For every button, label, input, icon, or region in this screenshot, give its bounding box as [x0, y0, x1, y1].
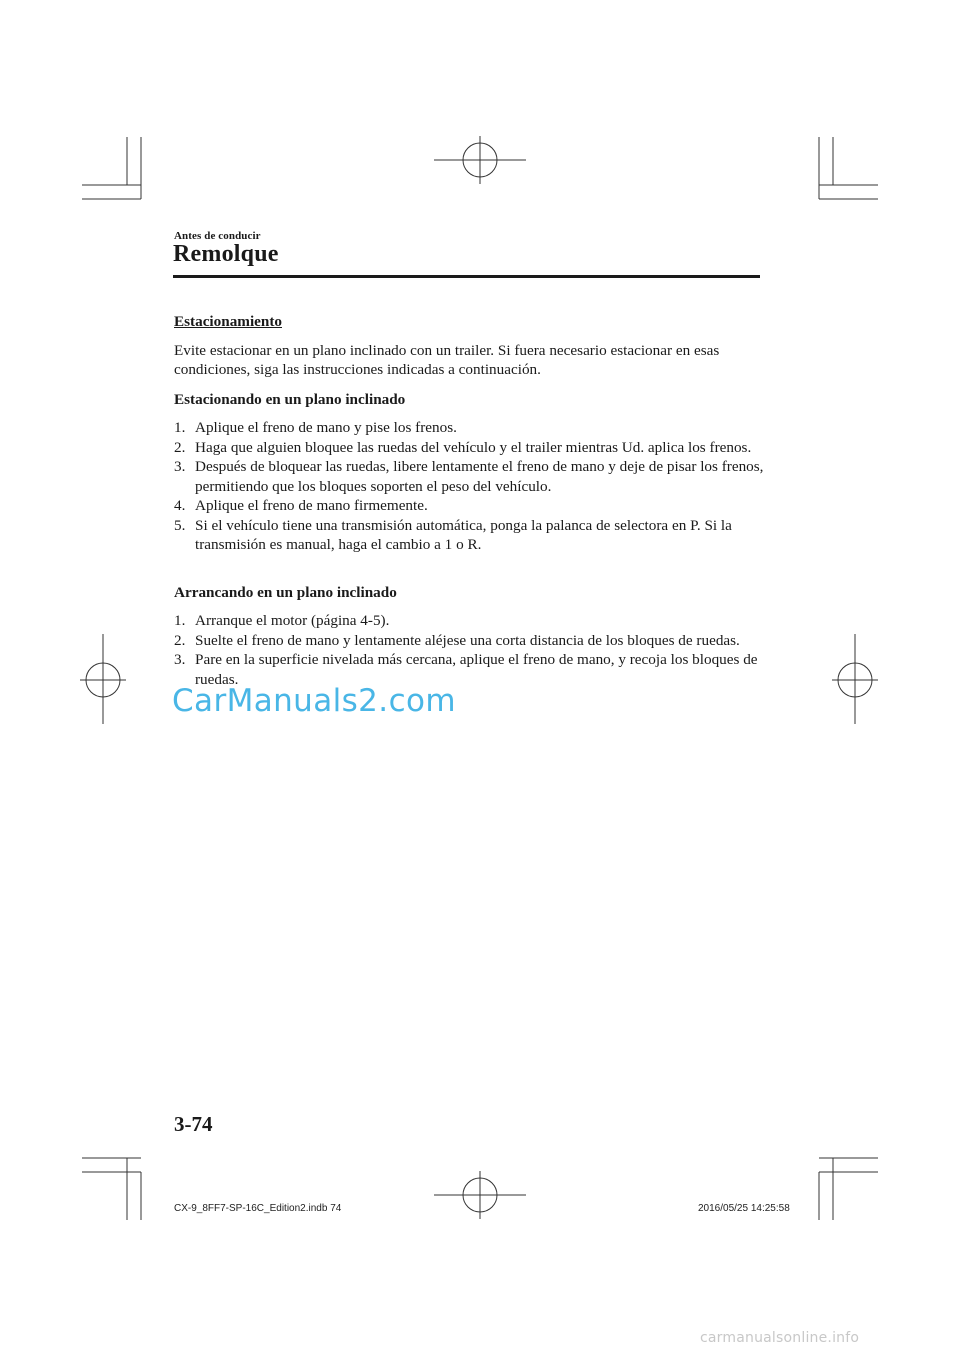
step-text: Suelte el freno de mano y lentamente aléjese una corta distancia de los bloques de ruedas. — [195, 631, 740, 649]
step-number: 1. — [174, 419, 186, 436]
parking-heading: Estacionando en un plano inclinado — [174, 390, 406, 408]
parking-steps-list — [174, 418, 764, 555]
list-item — [174, 611, 764, 631]
step-text: Si el vehículo tiene una transmisión automática, ponga la palanca de selectora en P. Si la transmisión es manual, haga el cambio a 1 o R. — [195, 516, 732, 553]
step-text: Aplique el freno de mano firmemente. — [195, 497, 428, 514]
step-number: 3. — [174, 458, 186, 475]
section-spacer — [174, 555, 764, 583]
print-timestamp: 2016/05/25 14:25:58 — [698, 1203, 790, 1214]
site-watermark-link[interactable]: carmanualsonline.info — [700, 1330, 860, 1346]
starting-steps-list — [174, 611, 764, 689]
step-text: Aplique el freno de mano y pise los frenos. — [195, 419, 457, 436]
step-number: 2. — [174, 631, 186, 649]
step-number: 1. — [174, 612, 186, 629]
registration-target-icon — [434, 136, 526, 184]
watermark-link[interactable]: CarManuals2.com — [172, 683, 456, 719]
list-item — [174, 457, 764, 496]
step-number: 5. — [174, 516, 186, 534]
print-file-name: CX-9_8FF7-SP-16C_Edition2.indb 74 — [174, 1203, 342, 1214]
title-divider — [173, 275, 760, 278]
list-item — [174, 418, 764, 438]
registration-target-icon — [434, 1171, 526, 1219]
step-text: Arranque el motor (página 4-5). — [195, 612, 390, 629]
list-item — [174, 631, 764, 651]
step-number: 3. — [174, 651, 186, 668]
starting-heading: Arrancando en un plano inclinado — [174, 583, 397, 601]
registration-target-icon — [832, 634, 878, 724]
list-item — [174, 438, 764, 458]
main-content — [174, 312, 764, 689]
step-text: Pare en la superficie nivelada más cercana, aplique el freno de mano, y recoja los bloques de ruedas. — [195, 651, 758, 688]
step-text: Haga que alguien bloquee las ruedas del vehículo y el trailer mientras Ud. aplica los frenos. — [195, 438, 752, 456]
subsection-heading: Estacionamiento — [174, 313, 282, 330]
step-number: 4. — [174, 497, 186, 514]
list-item — [174, 516, 764, 555]
page-number: 3-74 — [174, 1112, 213, 1136]
list-item — [174, 496, 764, 516]
page-title: Remolque — [173, 241, 279, 267]
step-number: 2. — [174, 438, 186, 456]
intro-paragraph: Evite estacionar en un plano inclinado con un trailer. Si fuera necesario estacionar en esas condiciones, siga las instrucciones indicadas a continuación. — [174, 341, 720, 378]
step-text: Después de bloquear las ruedas, libere lentamente el freno de mano y deje de pisar los frenos, permitiendo que los bloques soporten el peso del vehículo. — [195, 458, 764, 495]
section-label: Antes de conducir — [174, 230, 261, 242]
registration-target-icon — [80, 634, 126, 724]
